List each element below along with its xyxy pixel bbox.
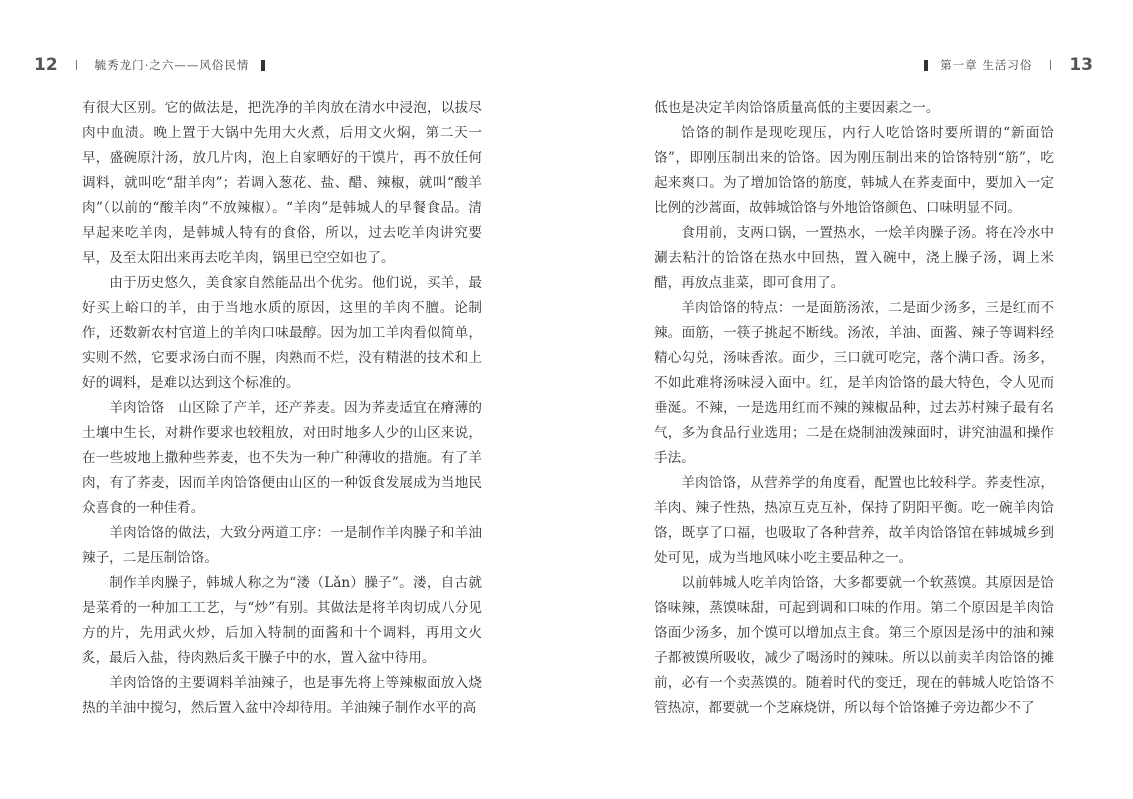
- right-running-header: [912, 52, 1093, 78]
- paragraph: 制作羊肉臊子，韩城人称之为“溇（Lǎn）臊子”。溇，自古就是菜肴的一种加工工艺，与“炒”有别。其做法是将羊肉切成八分见方的片，先用武火炒，后加入特制的面酱和十个调料，再用文火炙，最后入盐，待肉熟后炙干臊子中的水，置入盆中待用。: [82, 575, 482, 666]
- paragraph: 羊肉饸饹的主要调料羊油辣子，也是事先将上等辣椒面放入烧热的羊油中搅匀，然后置入盆中冷却待用。羊油辣子制作水平的高: [82, 675, 482, 716]
- paragraph: 由于历史悠久，美食家自然能品出个优劣。他们说，买羊，最好买上峪口的羊，由于当地水质的原因，这里的羊肉不膻。论制作，还数新农村官道上的羊肉口味最醇。因为加工羊肉看似简单，实则不然，它要求汤白而不腥，肉熟而不烂，没有精湛的技术和上好的调料，是难以达到这个标准的。: [82, 275, 482, 391]
- left-header-title: 毓秀龙门·之六——风俗民情: [94, 58, 250, 72]
- left-page-number: 12: [34, 55, 58, 75]
- header-marker: [924, 60, 928, 71]
- paragraph: 羊肉饸饹 山区除了产羊，还产荞麦。因为荞麦适宜在瘠薄的土壤中生长，对耕作要求也较粗放，对田时地多人少的山区来说，在一些坡地上撒种些荞麦，也不失为一种广种薄收的措施。有了羊肉，有了荞麦，因而羊肉饸饹便由山区的一种饭食发展成为当地民众喜食的一种佳肴。: [82, 400, 482, 516]
- paragraph: 羊肉饸饹，从营养学的角度看，配置也比较科学。荞麦性凉，羊肉、辣子性热，热凉互克互补，保持了阴阳平衡。吃一碗羊肉饸饹，既享了口福，也吸取了各种营养，故羊肉饸饹馆在韩城城乡到处可见，成为当地风味小吃主要品种之一。: [654, 475, 1054, 566]
- header-divider: [1050, 60, 1051, 70]
- paragraph: 羊肉饸饹的做法，大致分两道工序：一是制作羊肉臊子和羊油辣子，二是压制饸饹。: [82, 525, 482, 566]
- left-running-header: [34, 52, 277, 78]
- paragraph: 有很大区别。它的做法是，把洗净的羊肉放在清水中浸泡，以拔尽肉中血渍。晚上置于大锅中先用大火煮，后用文火焖，第二天一早，盛碗原汁汤，放几片肉，泡上自家晒好的干馍片，再不放任何调料，就叫吃“甜羊肉”；若调入葱花、盐、醋、辣椒，就叫“酸羊肉”（以前的“酸羊肉”不放辣椒）。“羊肉”是韩城人的早餐食品。清早起来吃羊肉，是韩城人特有的食俗，所以，过去吃羊肉讲究要早，及至太阳出来再去吃羊肉，锅里已空空如也了。: [82, 100, 482, 266]
- paragraph: 食用前，支两口锅，一置热水，一烩羊肉臊子汤。将在冷水中涮去粘汁的饸饹在热水中回热，置入碗中，浇上臊子汤，调上米醋，再放点韭菜，即可食用了。: [654, 225, 1054, 291]
- paragraph: 低也是决定羊肉饸饹质量高低的主要因素之一。: [654, 100, 940, 116]
- right-page-number: 13: [1069, 55, 1093, 75]
- paragraph: 饸饹的制作是现吃现压，内行人吃饸饹时要所谓的“新面饸饹”，即刚压制出来的饸饹。因为刚压制出来的饸饹特别“筋”，吃起来爽口。为了增加饸饹的筋度，韩城人在荞麦面中，要加入一定比例的沙蒿面，故韩城饸饹与外地饸饹颜色、口味明显不同。: [654, 125, 1054, 216]
- left-body-text: [82, 96, 482, 721]
- left-page: [0, 0, 566, 799]
- right-page: [566, 0, 1133, 799]
- right-header-title: 第一章 生活习俗: [940, 58, 1033, 72]
- right-body-text: [654, 96, 1054, 721]
- paragraph: 羊肉饸饹的特点：一是面筋汤浓，二是面少汤多，三是红而不辣。面筋，一筷子挑起不断线。汤浓，羊油、面酱、辣子等调料经精心勾兑，汤味香浓。面少，三口就可吃完，落个满口香。汤多，不如此难将汤味浸入面中。红，是羊肉饸饹的最大特色，令人见而垂涎。不辣，一是选用红而不辣的辣椒品种，过去苏村辣子最有名气，多为食品行业选用；二是在烧制油泼辣面时，讲究油温和操作手法。: [654, 300, 1054, 466]
- header-divider: [76, 60, 77, 70]
- header-marker: [261, 60, 265, 71]
- paragraph: 以前韩城人吃羊肉饸饹，大多都要就一个软蒸馍。其原因是饸饹味辣，蒸馍味甜，可起到调和口味的作用。第二个原因是羊肉饸饹面少汤多，加个馍可以增加点主食。第三个原因是汤中的油和辣子都被馍所吸收，减少了喝汤时的辣味。所以以前卖羊肉饸饹的摊前，必有一个卖蒸馍的。随着时代的变迁，现在的韩城人吃饸饹不管热凉，都要就一个芝麻烧饼，所以每个饸饹摊子旁边都少不了: [654, 575, 1054, 716]
